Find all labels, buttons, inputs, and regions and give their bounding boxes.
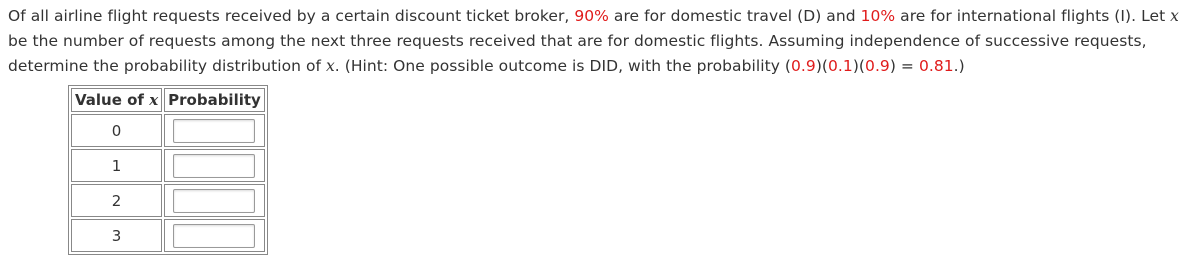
table-row [71, 149, 265, 182]
question-part: )( [815, 57, 829, 75]
table-header-row [71, 88, 265, 112]
x-value-cell: 0 [71, 114, 162, 147]
probability-cell [164, 219, 265, 252]
probability-distribution-table [68, 85, 268, 255]
header-variable-x: x [149, 90, 159, 109]
probability-input-3[interactable] [173, 224, 255, 248]
probability-input-1[interactable] [173, 154, 255, 178]
question-part: are for international flights (I). Let [895, 7, 1171, 25]
x-value-cell: 1 [71, 149, 162, 182]
hint-factor-1: 0.9 [791, 57, 816, 75]
probability-input-0[interactable] [173, 119, 255, 143]
question-part: . (Hint: One possible outcome is DID, with the probability ( [334, 57, 791, 75]
header-probability: Probability [164, 88, 265, 112]
variable-x: x [326, 57, 335, 75]
hint-factor-3: 0.9 [865, 57, 890, 75]
probability-input-2[interactable] [173, 189, 255, 213]
table-row [71, 114, 265, 147]
question-part: ) = [889, 57, 919, 75]
question-part: are for domestic travel (D) and [608, 7, 861, 25]
header-value-label: Value of [75, 90, 150, 109]
probability-cell [164, 149, 265, 182]
variable-x: x [1170, 7, 1179, 25]
probability-cell [164, 184, 265, 217]
header-value-of-x [71, 88, 162, 112]
international-percent: 10% [860, 7, 896, 25]
hint-factor-2: 0.1 [828, 57, 853, 75]
question-part: be the number of requests among the next three requests received that are for domestic flights. Assuming independence of successive requests, determine the probability distribution of [8, 32, 1147, 75]
question-text [8, 4, 1194, 79]
question-part: )( [852, 57, 866, 75]
table-row [71, 219, 265, 252]
probability-cell [164, 114, 265, 147]
x-value-cell: 3 [71, 219, 162, 252]
question-part: .) [953, 57, 965, 75]
domestic-percent: 90% [574, 7, 609, 25]
question-part: Of all airline flight requests received by a certain discount ticket broker, [8, 7, 575, 25]
x-value-cell: 2 [71, 184, 162, 217]
hint-result: 0.81 [918, 57, 954, 75]
table-row [71, 184, 265, 217]
